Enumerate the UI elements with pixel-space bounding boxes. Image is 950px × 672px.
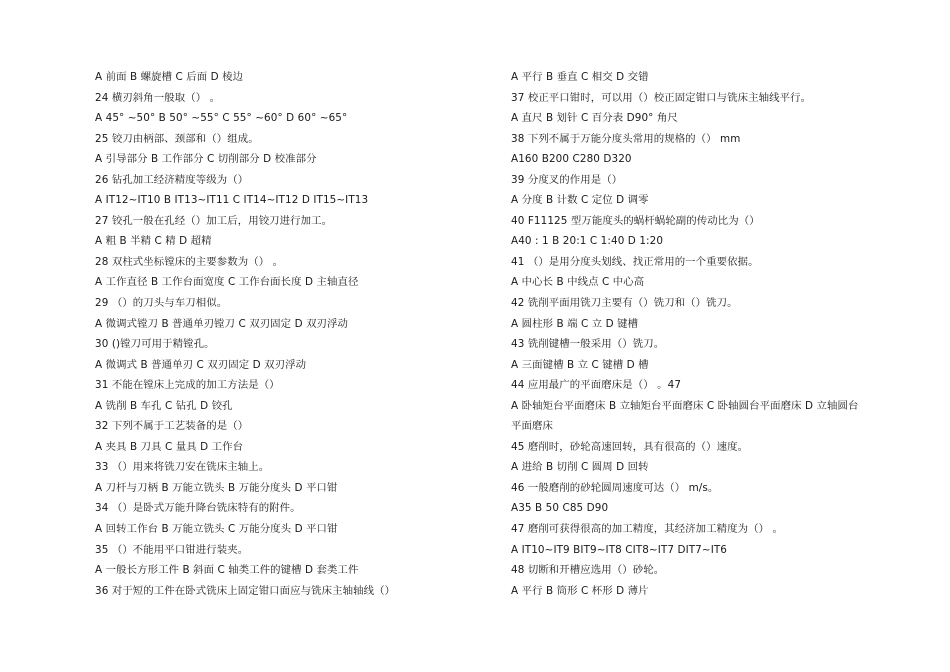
text-line: 24 横刃斜角一般取（） 。 (95, 91, 221, 104)
text-line: 34 （）是卧式万能升降台铣床特有的附件。 (95, 502, 301, 515)
text-line: 29 （）的刀头与车刀相似。 (95, 297, 228, 310)
text-line: 33 （）用来将铣刀安在铣床主轴上。 (95, 461, 270, 474)
text-line: A 直尺 B 划针 C 百分表 D90° 角尺 (511, 112, 678, 125)
text-line: 44 应用最广的平面磨床是（） 。47 (511, 379, 682, 392)
text-line: 36 对于短的工件在卧式铣床上固定钳口面应与铣床主轴轴线（） (95, 584, 396, 597)
text-line: 40 F11125 型万能度头的蜗杆蜗轮副的传动比为（） (511, 214, 760, 227)
text-line: A 前面 B 螺旋槽 C 后面 D 棱边 (95, 71, 244, 83)
text-line: 42 铣削平面用铣刀主要有（）铣刀和（）铣刀。 (511, 297, 738, 310)
text-line: 37 校正平口钳时，可以用（）校正固定钳口与铣床主轴线平行。 (511, 91, 812, 104)
text-line: 30 ()镗刀可用于精镗孔。 (95, 338, 215, 351)
text-line: 45 磨削时，砂轮高速回转，具有很高的（）速度。 (511, 440, 749, 453)
text-line: 38 下列不属于万能分度头常用的规格的（） mm (511, 132, 741, 145)
text-line: A 平行 B 垂直 C 相交 D 交错 (511, 71, 649, 83)
text-line: A 引导部分 B 工作部分 C 切削部分 D 校准部分 (95, 153, 317, 166)
left-column (95, 67, 495, 601)
text-line: 35 （）不能用平口钳进行装夹。 (95, 543, 249, 556)
text-line: A160 B200 C280 D320 (511, 153, 632, 166)
text-line: A 夹具 B 刀具 C 量具 D 工作台 (95, 440, 244, 453)
text-line: A IT10~IT9 BIT9~IT8 CIT8~IT7 DIT7~IT6 (511, 543, 728, 556)
text-line: 31 不能在镗床上完成的加工方法是（） (95, 379, 280, 392)
text-line: A 卧轴矩台平面磨床 B 立轴矩台平面磨床 C 卧轴圆台平面磨床 D 立轴圆台 (511, 399, 859, 412)
text-line: 25 铰刀由柄部、颈部和（）组成。 (95, 132, 259, 145)
text-line: A 三面键槽 B 立 C 键槽 D 槽 (511, 358, 649, 371)
text-line: A 分度 B 计数 C 定位 D 调零 (511, 194, 649, 207)
text-line: 46 一般磨削的砂轮圆周速度可达（） m/s。 (511, 481, 719, 494)
right-column (511, 67, 911, 601)
text-line: 27 铰孔一般在孔经（）加工后，用铰刀进行加工。 (95, 214, 333, 227)
text-line: A 回转工作台 B 万能立铣头 C 万能分度头 D 平口钳 (95, 523, 338, 536)
text-line: A 中心长 B 中线点 C 中心高 (511, 276, 645, 289)
text-line: A 微调式 B 普通单刃 C 双刃固定 D 双刃浮动 (95, 358, 307, 371)
text-line: 47 磨削可获得很高的加工精度，其经济加工精度为（） 。 (511, 523, 783, 536)
text-line: 48 切断和开槽应选用（）砂轮。 (511, 564, 665, 577)
text-line: A 铣削 B 车孔 C 钻孔 D 铰孔 (95, 399, 233, 412)
text-line: 43 铣削键槽一般采用（）铣刀。 (511, 338, 665, 351)
text-line: 32 下列不属于工艺装备的是（） (95, 420, 249, 433)
text-line: A35 B 50 C85 D90 (511, 502, 609, 515)
text-line: 41 （）是用分度头划线、找正常用的一个重要依据。 (511, 255, 759, 268)
text-line: 39 分度叉的作用是（） (511, 173, 623, 186)
text-line: A 进给 B 切削 C 圆周 D 回转 (511, 461, 649, 474)
text-line: A 一般长方形工件 B 斜面 C 轴类工件的键槽 D 套类工件 (95, 564, 359, 577)
text-line: A 微调式镗刀 B 普通单刃镗刀 C 双刃固定 D 双刃浮动 (95, 317, 349, 330)
text-line: A 圆柱形 B 端 C 立 D 键槽 (511, 317, 639, 330)
text-line: A 粗 B 半精 C 精 D 超精 (95, 235, 212, 248)
text-line: A 平行 B 筒形 C 杯形 D 薄片 (511, 584, 649, 597)
text-line: A 工作直径 B 工作台面宽度 C 工作台面长度 D 主轴直径 (95, 276, 359, 289)
text-line: 26 钻孔加工经济精度等级为（） (95, 173, 249, 186)
text-line: A 刀杆与刀柄 B 万能立铣头 B 万能分度头 D 平口钳 (95, 481, 338, 494)
text-line: A 45° ~50° B 50° ~55° C 55° ~60° D 60° ~65° (95, 112, 348, 125)
text-line: A40 : 1 B 20:1 C 1:40 D 1:20 (511, 235, 664, 248)
text-line: 28 双柱式坐标镗床的主要参数为（） 。 (95, 255, 284, 268)
text-line: 平面磨床 (511, 420, 553, 433)
text-line: A IT12~IT10 B IT13~IT11 C IT14~IT12 D IT15~IT13 (95, 194, 369, 207)
